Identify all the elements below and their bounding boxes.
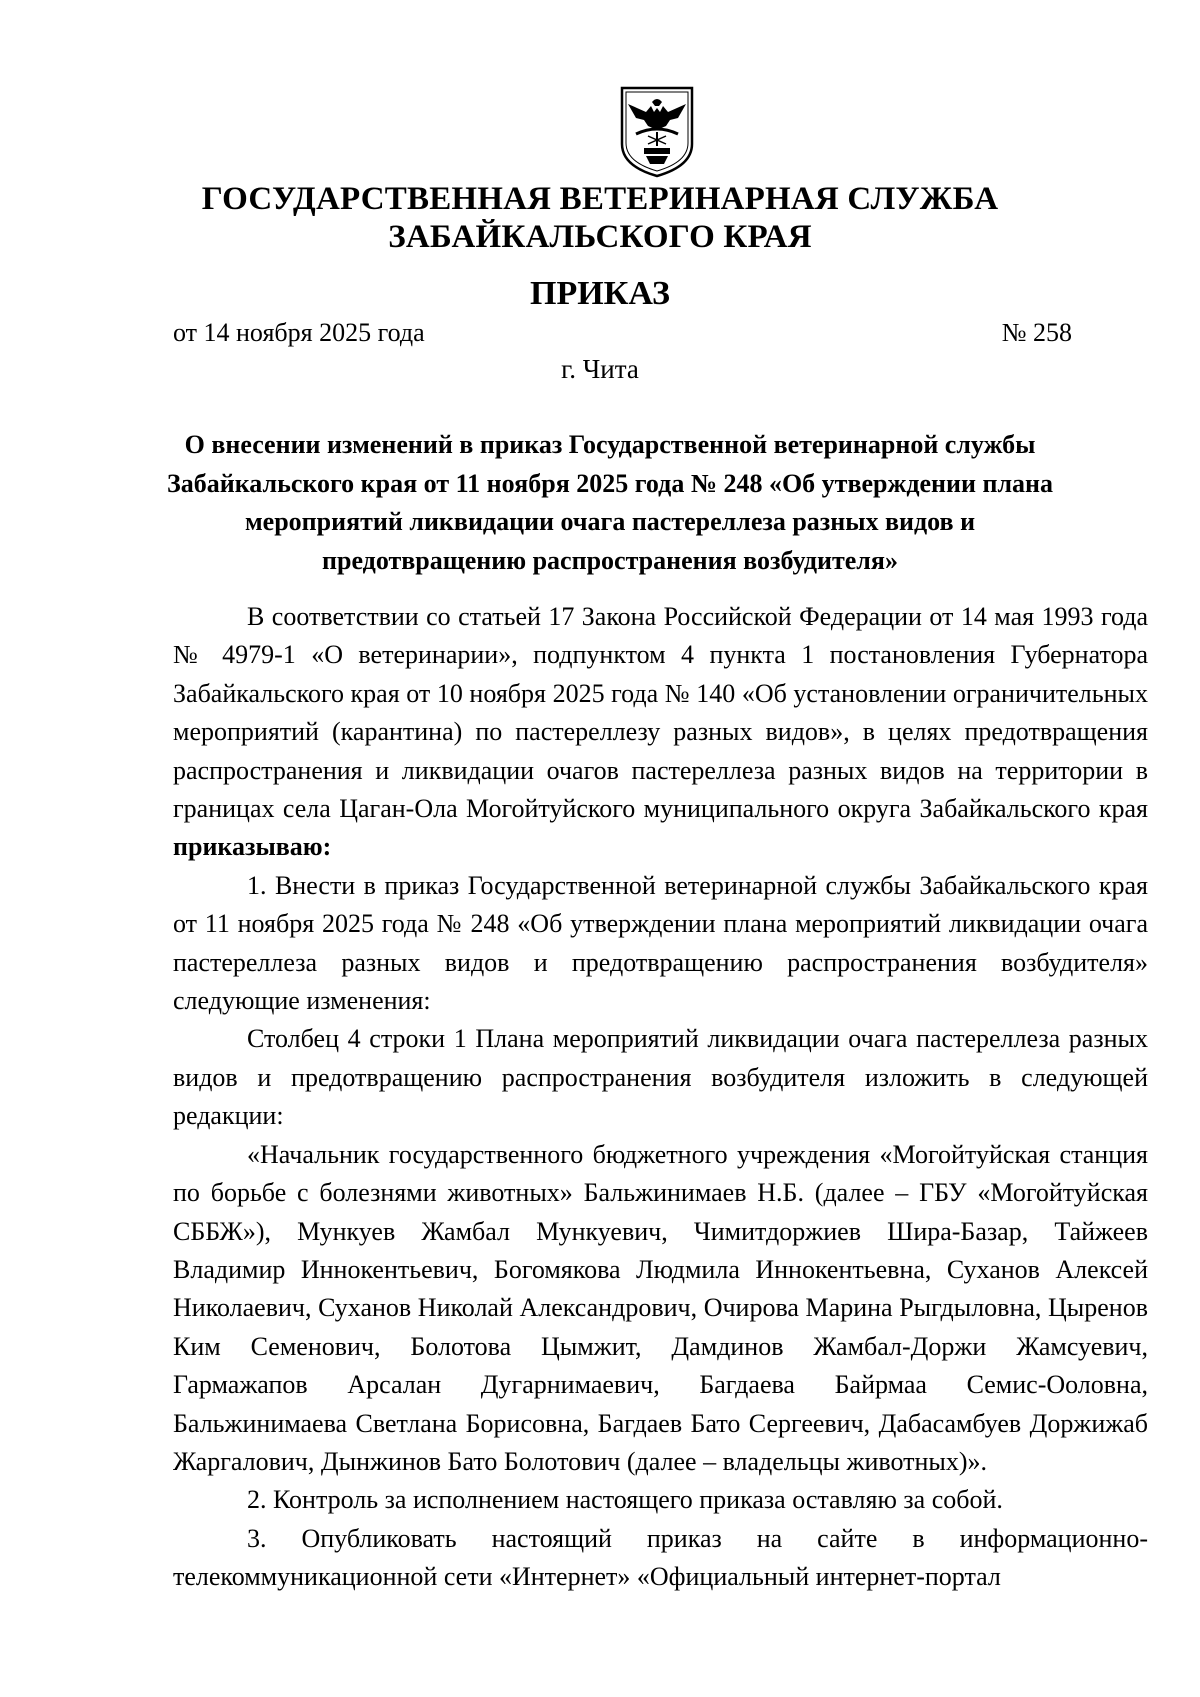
preamble-text: В соответствии со статьей 17 Закона Российской Федерации от 14 мая 1993 года № 4979-1 «О ветеринарии», подпунктом 4 пункта 1 постановления Губернатора Забайкальского края от 10 ноября 2025 года № 140 «Об установлении ограничительных мероприятий (карантина) по пастереллезу разных видов», в целях предотвращения распространения и ликвидации очагов пастереллеза разных видов на территории в границах села Цаган-Ола Могойтуйского муниципального округа Забайкальского края [173, 602, 1148, 824]
document-date: от 14 ноября 2025 года [173, 318, 425, 347]
document-body [173, 598, 1148, 1597]
item-2-paragraph: 2. Контроль за исполнением настоящего приказа оставляю за собой. [247, 1485, 1003, 1515]
document-type-title: ПРИКАЗ [530, 275, 670, 312]
organization-name-line-1: ГОСУДАРСТВЕННАЯ ВЕТЕРИНАРНАЯ СЛУЖБА [201, 181, 999, 217]
zabaikalsky-coat-of-arms-icon [618, 86, 696, 178]
item-1-paragraph: 1. Внести в приказ Государственной ветеринарной службы Забайкальского края от 11 ноября 2025 года № 248 «Об утверждении плана мероприятий ликвидации очага пастереллеза разных видов и предотвращению распространения возбудителя» следующие изменения: [173, 870, 1148, 1016]
item-1-new-text-paragraph: «Начальник государственного бюджетного учреждения «Могойтуйская станция по борьбе с болезнями животных» Бальжинимаев Н.Б. (далее – ГБУ «Могойтуйская СББЖ»), Мункуев Жамбал Мункуевич, Чимитдоржиев Шира-Базар, Тайжеев Владимир Иннокентьевич, Богомякова Людмила Иннокентьевна, Суханов Алексей Николаевич, Суханов Николай Александрович, Очирова Марина Рыгдыловна, Цыренов Ким Семенович, Болотова Цымжит, Дамдинов Жамбал-Доржи Жамсуевич, Гармажапов Арсалан Дугарнимаевич, Багдаева Байрмаа Семис-Ооловна, Бальжинимаева Светлана Борисовна, Багдаев Бато Сергеевич, Дабасамбуев Доржижаб Жаргалович, Дынжинов Бато Болотович (далее – владельцы животных)». [173, 1139, 1148, 1476]
preamble-paragraph [173, 598, 1148, 867]
organization-name-line-2: ЗАБАЙКАЛЬСКОГО КРАЯ [388, 219, 812, 255]
item-1-detail-paragraph: Столбец 4 строки 1 Плана мероприятий ликвидации очага пастереллеза разных видов и предотвращению распространения возбудителя изложить в следующей редакции: [173, 1024, 1148, 1131]
item-3-paragraph: 3. Опубликовать настоящий приказ на сайте в информационно-телекоммуникационной сети «Интернет» «Официальный интернет-портал [173, 1523, 1148, 1592]
document-subject: О внесении изменений в приказ Государственной ветеринарной службы Забайкальского края от 11 ноября 2025 года № 248 «Об утверждении плана мероприятий ликвидации очага пастереллеза разных видов и предотвращению распространения возбудителя» [166, 430, 1054, 575]
document-number: № 258 [1001, 318, 1072, 347]
order-word: приказываю: [173, 832, 332, 862]
document-city: г. Чита [561, 354, 639, 384]
